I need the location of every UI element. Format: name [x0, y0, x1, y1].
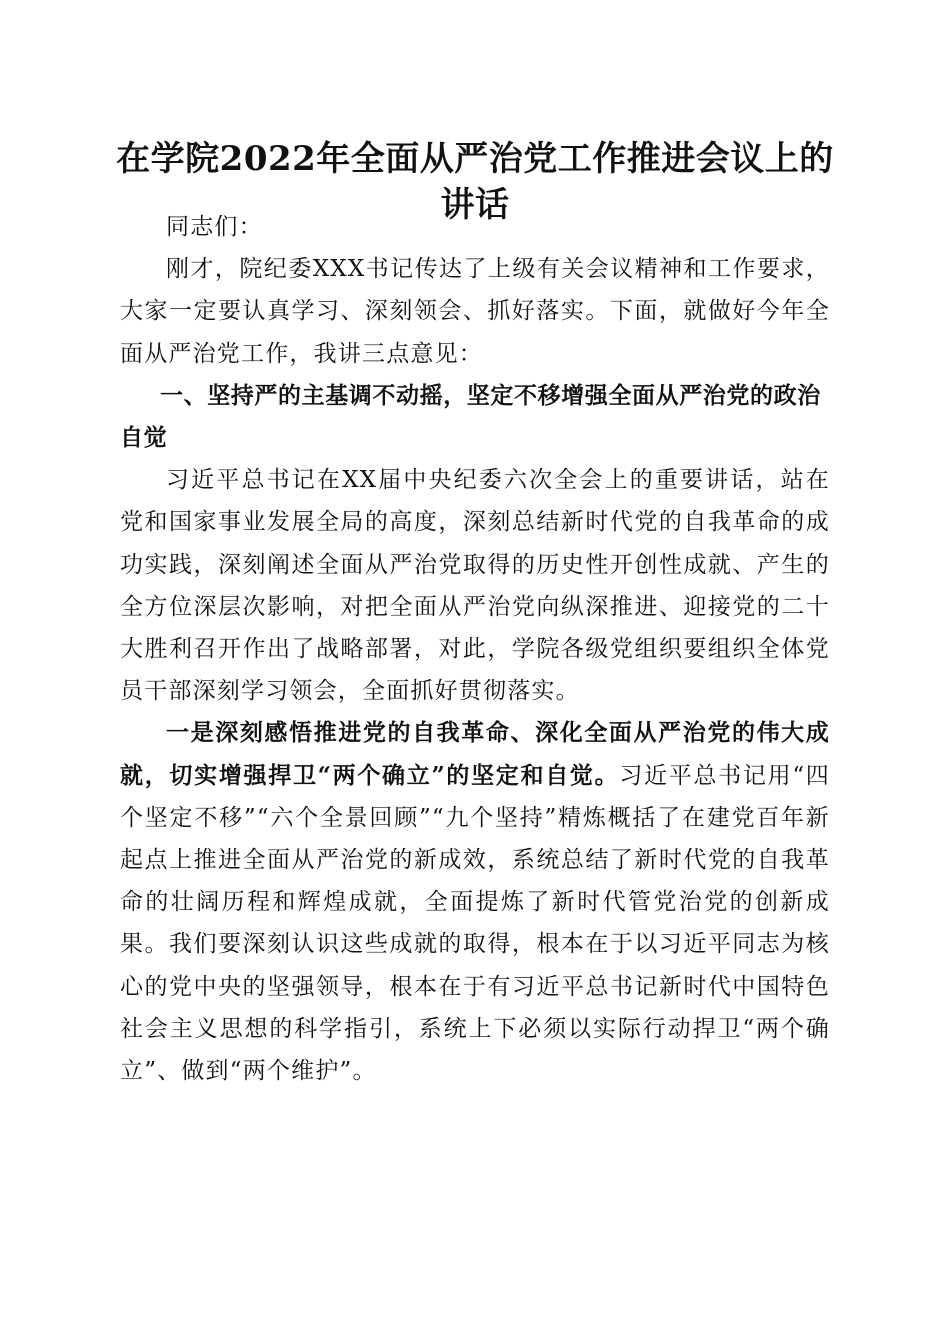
section-1-heading: 一、坚持严的主基调不动摇，坚定不移增强全面从严治党的政治自觉	[120, 382, 821, 452]
section-1-point-1	[120, 712, 830, 1092]
document-body	[120, 206, 830, 1092]
intro-paragraph: 刚才，院纪委XXX书记传达了上级有关会议精神和工作要求，大家一定要认真学习、深刻领会、抓好落实。下面，就做好今年全面从严治党工作，我讲三点意见：	[120, 256, 830, 367]
point-1-body-text: 习近平总书记用“四个坚定不移”“六个全景回顾”“九个坚持”精炼概括了在建党百年新起点上推进全面从严治党的新成效，系统总结了新时代党的自我革命的壮阔历程和辉煌成就，全面提炼了新时代管党治党的创新成果。我们要深刻认识这些成就的取得，根本在于以习近平同志为核心的党中央的坚强领导，根本在于有习近平总书记新时代中国特色社会主义思想的科学指引，系统上下必须以实际行动捍卫“两个确立”、做到“两个维护”。	[120, 762, 830, 1085]
document-title: 在学院2022年全面从严治党工作推进会议上的讲话	[116, 139, 834, 225]
section-1-paragraph-1: 习近平总书记在XX届中央纪委六次全会上的重要讲话，站在党和国家事业发展全局的高度，深刻总结新时代党的自我革命的成功实践，深刻阐述全面从严治党取得的历史性开创性成就、产生的全方位深层次影响，对把全面从严治党向纵深推进、迎接党的二十大胜利召开作出了战略部署，对此，学院各级党组织要组织全体党员干部深刻学习领会，全面抓好贯彻落实。	[120, 467, 830, 705]
point-1-lead-sentence: 一是深刻感悟推进党的自我革命、深化全面从严治党的伟大成就，切实增强捍卫“两个确立”的坚定和自觉。	[120, 719, 830, 789]
salutation: 同志们：	[166, 214, 263, 240]
